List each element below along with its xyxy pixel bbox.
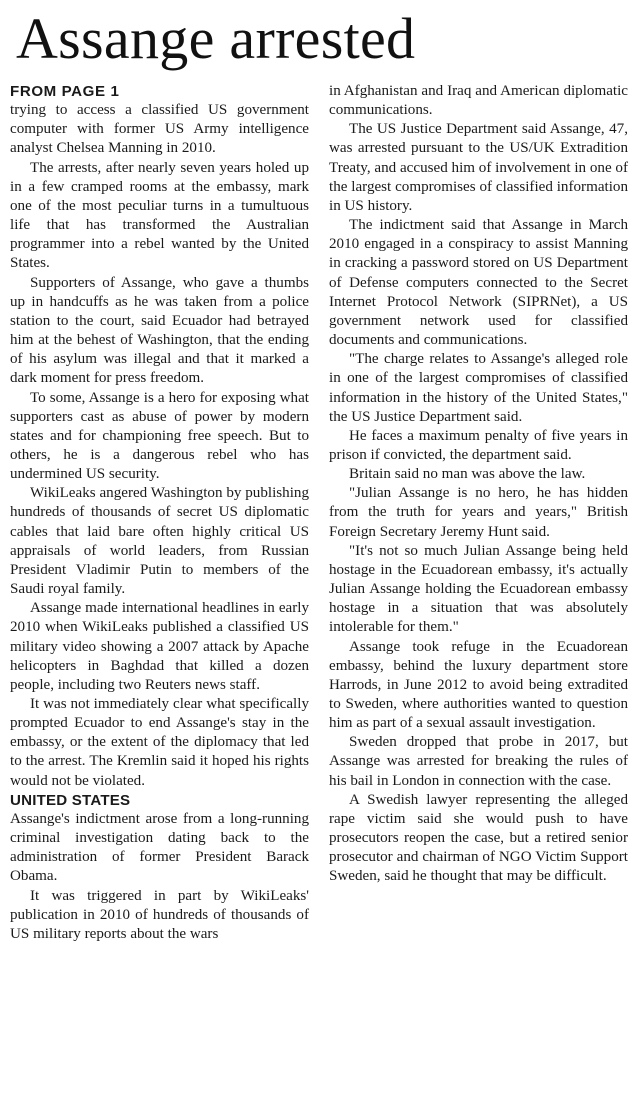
paragraph: To some, Assange is a hero for exposing what supporters cast as abuse of power by modern states and for championing free speech. But to others, he is a dangerous rebel who has undermined US security.: [10, 389, 309, 483]
paragraph: "It's not so much Julian Assange being held hostage in the Ecuadorean embassy, it's actually Julian Assange holding the Ecuadorean embassy hostage in a situation that was absolutely intolerable for them.": [329, 542, 628, 636]
continuation-kicker: FROM PAGE 1: [10, 83, 120, 100]
paragraph: He faces a maximum penalty of five years in prison if convicted, the department said.: [329, 427, 628, 463]
paragraph: The indictment said that Assange in March 2010 engaged in a conspiracy to assist Manning in cracking a password stored on US Department of Defense computers connected to the Secret Internet Protocol Network (SIPRNet), a US government network used for classified documents and communications.: [329, 217, 628, 349]
paragraph: Britain said no man was above the law.: [349, 466, 586, 483]
paragraph: It was not immediately clear what specifically prompted Ecuador to end Assange's stay in the embassy, or the extent of the diplomacy that led to the arrest. The Kremlin said it hoped his rights would not be violated.: [10, 696, 309, 789]
paragraph: The arrests, after nearly seven years holed up in a few cramped rooms at the embassy, mark one of the most peculiar turns in a tumultuous life that has transformed the Australian programmer into a rebel wanted by the United States.: [10, 159, 309, 272]
paragraph: Assange took refuge in the Ecuadorean embassy, behind the luxury department store Harrods, in June 2012 to avoid being extradited to Sweden, where authorities wanted to question him as part of a sexual assault investigation.: [329, 638, 628, 732]
paragraph: Sweden dropped that probe in 2017, but Assange was arrested for breaking the rules of his bail in London in connection with the case.: [329, 734, 628, 789]
left-column: [10, 82, 309, 944]
paragraph: trying to access a classified US government computer with former US Army intelligence analyst Chelsea Manning in 2010.: [10, 102, 309, 157]
paragraph: WikiLeaks angered Washington by publishing hundreds of thousands of secret US diplomatic cables that laid bare often highly critical US appraisals of world leaders, from Russian President Vladimir Putin to members of the Saudi royal family.: [10, 485, 309, 598]
paragraph: Assange made international headlines in early 2010 when WikiLeaks published a classified US military video showing a 2007 attack by Apache helicopters in Baghdad that killed a dozen people, including two Reuters news staff.: [10, 600, 309, 693]
paragraph: "Julian Assange is no hero, he has hidden from the truth for years and years," British Foreign Secretary Jeremy Hunt said.: [329, 485, 628, 540]
paragraph: Supporters of Assange, who gave a thumbs up in handcuffs as he was taken from a police station to the court, said Ecuador had betrayed him at the behest of Washington, that the ending of his asylum was illegal and that it marked a dark moment for press freedom.: [10, 274, 309, 387]
paragraph: A Swedish lawyer representing the alleged rape victim said she would push to have prosecutors reopen the case, but a retired senior prosecutor and chairman of NGO Victim Support Sweden, said he thought that may be difficult.: [329, 791, 628, 885]
paragraph: in Afghanistan and Iraq and American diplomatic communications.: [329, 83, 628, 119]
headline: Assange arrested: [16, 6, 416, 71]
right-column: [329, 82, 628, 944]
paragraph: "The charge relates to Assange's alleged role in one of the largest compromises of classified information in the history of the United States," the US Justice Department said.: [329, 351, 628, 425]
section-subhead: UNITED STATES: [10, 791, 131, 809]
paragraph: Assange's indictment arose from a long-running criminal investigation dating back to the administration of former President Barack Obama.: [10, 810, 309, 885]
paragraph: It was triggered in part by WikiLeaks' publication in 2010 of hundreds of thousands of US military reports about the wars: [10, 887, 309, 942]
article-body: [8, 82, 631, 944]
newspaper-page: [0, 6, 639, 1106]
paragraph: The US Justice Department said Assange, 47, was arrested pursuant to the US/UK Extradition Treaty, and accused him of involvement in one of the largest compromises of classified information in US history.: [329, 121, 629, 214]
